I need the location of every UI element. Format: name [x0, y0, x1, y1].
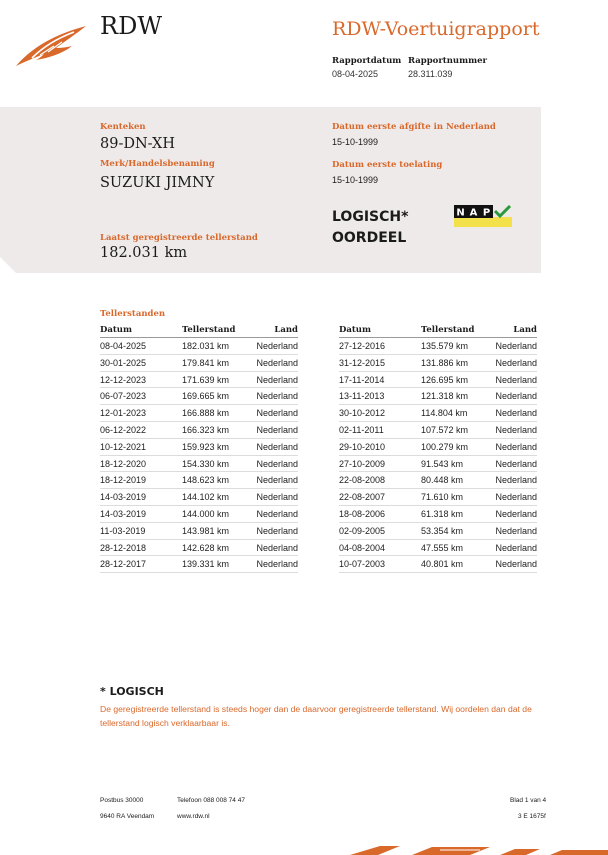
row-reading: 166.888 km	[182, 408, 230, 419]
row-country: Nederland	[256, 458, 298, 469]
report-number: 28.311.039	[408, 69, 453, 79]
row-country: Nederland	[256, 424, 298, 435]
row-reading: 107.572 km	[421, 424, 469, 435]
nap-letter-a: A	[469, 207, 478, 219]
table-row	[339, 338, 537, 355]
last-odometer: 182.031 km	[100, 245, 188, 261]
table-row	[339, 355, 537, 372]
row-country: Nederland	[256, 542, 298, 553]
table-row	[339, 456, 537, 473]
col-date-header: Datum	[339, 325, 371, 335]
plate-label: Kenteken	[100, 122, 146, 132]
footer-website[interactable]: www.rdw.nl	[177, 813, 210, 820]
table-row	[100, 472, 298, 489]
table-row	[339, 422, 537, 439]
nap-check-icon	[454, 205, 512, 227]
row-date: 29-10-2010	[339, 441, 386, 452]
table-row	[100, 422, 298, 439]
verdict-line-2: OORDEEL	[332, 230, 407, 246]
row-date: 06-12-2022	[100, 424, 147, 435]
row-country: Nederland	[256, 341, 298, 351]
row-country: Nederland	[495, 441, 537, 452]
row-country: Nederland	[256, 492, 298, 503]
row-country: Nederland	[495, 357, 537, 368]
table-row	[100, 388, 298, 405]
row-country: Nederland	[256, 525, 298, 536]
row-country: Nederland	[495, 391, 537, 402]
odometer-table-left	[100, 324, 298, 573]
table-row	[339, 506, 537, 523]
row-reading: 179.841 km	[182, 357, 230, 368]
table-row	[339, 472, 537, 489]
license-plate: 89-DN-XH	[100, 136, 176, 152]
rdw-logo	[14, 22, 88, 68]
row-country: Nederland	[256, 391, 298, 402]
row-reading: 144.000 km	[182, 508, 230, 519]
table-row	[339, 439, 537, 456]
row-reading: 154.330 km	[182, 458, 230, 469]
table-row	[100, 456, 298, 473]
make-label: Merk/Handelsbenaming	[100, 159, 215, 169]
odometer-label: Laatst geregistreerde tellerstand	[100, 233, 258, 243]
row-country: Nederland	[495, 374, 537, 385]
report-number-label: Rapportnummer	[408, 56, 487, 66]
row-date: 27-12-2016	[339, 341, 386, 351]
nap-letter-p: P	[482, 207, 491, 219]
table-row	[339, 372, 537, 389]
row-country: Nederland	[256, 508, 298, 519]
nap-letter-n: N	[456, 207, 465, 219]
row-country: Nederland	[495, 341, 537, 351]
row-country: Nederland	[495, 408, 537, 419]
report-date-label: Rapportdatum	[332, 56, 402, 66]
table-row	[339, 556, 537, 573]
row-reading: 135.579 km	[421, 341, 469, 351]
row-reading: 80.448 km	[421, 475, 464, 486]
row-date: 30-10-2012	[339, 408, 386, 419]
row-country: Nederland	[495, 458, 537, 469]
row-country: Nederland	[256, 357, 298, 368]
table-row	[100, 372, 298, 389]
row-date: 22-08-2007	[339, 492, 386, 503]
row-reading: 126.695 km	[421, 374, 469, 385]
col-reading-header: Tellerstand	[182, 325, 236, 335]
table-row	[339, 388, 537, 405]
row-reading: 144.102 km	[182, 492, 230, 503]
footer-address: 9640 RA Veendam	[100, 813, 155, 820]
table-header	[100, 324, 298, 338]
col-country-header: Land	[513, 325, 537, 335]
table-row	[339, 405, 537, 422]
row-country: Nederland	[256, 441, 298, 452]
table-row	[100, 540, 298, 557]
table-row	[339, 540, 537, 557]
row-reading: 142.628 km	[182, 542, 230, 553]
row-date: 18-12-2020	[100, 458, 147, 469]
row-country: Nederland	[495, 475, 537, 486]
row-country: Nederland	[256, 408, 298, 419]
row-reading: 182.031 km	[182, 341, 230, 351]
col-reading-header: Tellerstand	[421, 325, 475, 335]
row-reading: 100.279 km	[421, 441, 469, 452]
table-row	[100, 523, 298, 540]
row-country: Nederland	[495, 492, 537, 503]
footer-postbus: Postbus 30000	[100, 797, 144, 804]
row-reading: 61.318 km	[421, 508, 464, 519]
row-date: 02-11-2011	[339, 424, 384, 435]
first-admission-label: Datum eerste toelating	[332, 160, 443, 170]
row-date: 28-12-2018	[100, 542, 147, 553]
report-number-block	[408, 56, 487, 79]
row-country: Nederland	[256, 559, 298, 570]
table-row	[100, 439, 298, 456]
row-reading: 166.323 km	[182, 424, 230, 435]
odometer-table-right	[339, 324, 537, 573]
row-date: 27-10-2009	[339, 458, 386, 469]
odometer-table-title: Tellerstanden	[100, 309, 166, 319]
brand-name: RDW	[100, 12, 162, 40]
table-row	[100, 556, 298, 573]
col-country-header: Land	[274, 325, 298, 335]
row-country: Nederland	[495, 525, 537, 536]
row-date: 12-01-2023	[100, 408, 147, 419]
report-title: RDW-Voertuigrapport	[332, 18, 540, 40]
row-date: 10-07-2003	[339, 559, 386, 570]
row-country: Nederland	[256, 374, 298, 385]
row-reading: 171.639 km	[182, 374, 230, 385]
table-header	[339, 324, 537, 338]
row-reading: 121.318 km	[421, 391, 469, 402]
row-date: 14-03-2019	[100, 492, 147, 503]
row-reading: 40.801 km	[421, 559, 464, 570]
row-date: 11-03-2019	[100, 525, 146, 536]
row-country: Nederland	[495, 424, 537, 435]
row-reading: 91.543 km	[421, 458, 464, 469]
report-date-block	[332, 56, 401, 79]
row-date: 13-11-2013	[339, 391, 385, 402]
row-date: 02-09-2005	[339, 525, 386, 536]
footer-stripes-decoration	[340, 841, 608, 855]
row-date: 31-12-2015	[339, 357, 386, 368]
table-row	[339, 489, 537, 506]
row-date: 18-08-2006	[339, 508, 386, 519]
row-country: Nederland	[256, 475, 298, 486]
row-date: 10-12-2021	[100, 441, 147, 452]
row-reading: 148.623 km	[182, 475, 230, 486]
first-admission: 15-10-1999	[332, 175, 379, 185]
note-title: * LOGISCH	[100, 685, 164, 698]
row-date: 30-01-2025	[100, 357, 147, 368]
table-row	[339, 523, 537, 540]
row-reading: 71.610 km	[421, 492, 464, 503]
row-date: 17-11-2014	[339, 374, 385, 385]
first-admission-nl-label: Datum eerste afgifte in Nederland	[332, 122, 496, 132]
verdict	[332, 207, 408, 249]
table-row	[100, 405, 298, 422]
row-reading: 143.981 km	[182, 525, 230, 536]
col-date-header: Datum	[100, 325, 132, 335]
table-row	[100, 355, 298, 372]
row-date: 28-12-2017	[100, 559, 147, 570]
row-reading: 139.331 km	[182, 559, 230, 570]
row-reading: 169.665 km	[182, 391, 230, 402]
vehicle-make: SUZUKI JIMNY	[100, 175, 215, 191]
table-row	[100, 489, 298, 506]
note-text: De geregistreerde tellerstand is steeds hoger dan de daarvoor geregistreerde tellerstand. Wij oordelen dan dat de tellerstand logisch verklaarbaar is.	[100, 704, 532, 728]
row-date: 18-12-2019	[100, 475, 147, 486]
footer-phone: Telefoon 088 008 74 47	[177, 797, 245, 804]
footer-code: 3 E 1675f	[518, 813, 546, 820]
table-row	[100, 338, 298, 355]
row-date: 04-08-2004	[339, 542, 386, 553]
row-reading: 53.354 km	[421, 525, 464, 536]
row-reading: 47.555 km	[421, 542, 464, 553]
table-row	[100, 506, 298, 523]
row-country: Nederland	[495, 559, 537, 570]
report-date: 08-04-2025	[332, 69, 379, 79]
row-date: 12-12-2023	[100, 374, 147, 385]
row-country: Nederland	[495, 542, 537, 553]
first-admission-nl: 15-10-1999	[332, 137, 379, 147]
row-date: 08-04-2025	[100, 341, 147, 351]
footer-page-number: Blad 1 van 4	[510, 797, 547, 804]
row-reading: 114.804 km	[421, 408, 468, 419]
row-reading: 131.886 km	[421, 357, 469, 368]
row-date: 06-07-2023	[100, 391, 147, 402]
verdict-line-1: LOGISCH*	[332, 209, 409, 225]
row-reading: 159.923 km	[182, 441, 230, 452]
row-date: 14-03-2019	[100, 508, 147, 519]
row-date: 22-08-2008	[339, 475, 386, 486]
row-country: Nederland	[495, 508, 537, 519]
panel-corner-cut	[0, 257, 30, 287]
